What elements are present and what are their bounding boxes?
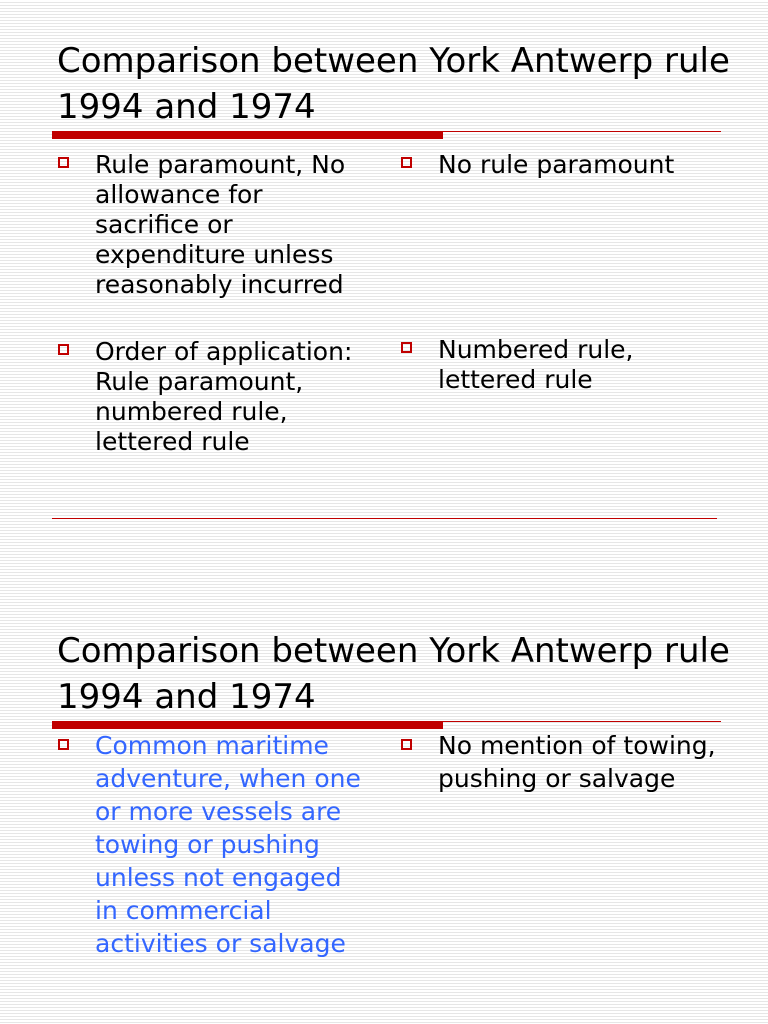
bullet-square-icon	[58, 157, 69, 168]
title-divider-thick	[52, 131, 443, 139]
bullet-square-icon	[401, 157, 412, 168]
title-divider-thin	[443, 131, 721, 132]
right-bullet-text: No rule paramount	[438, 150, 675, 179]
left-bullet-text: Rule paramount, No allowance for sacrifice or expenditure unless reasonably incurred	[95, 150, 346, 299]
bullet-square-icon	[401, 739, 412, 750]
slide-title: Comparison between York Antwerp rule 1994 and 1974	[57, 631, 730, 717]
title-divider-thin	[443, 721, 721, 722]
bullet-square-icon	[58, 344, 69, 355]
right-bullet-text: No mention of towing, pushing or salvage	[438, 731, 716, 793]
bullet-square-icon	[401, 342, 412, 353]
slide-2	[0, 590, 768, 1024]
left-bullet-text: Order of application: Rule paramount, numbered rule, lettered rule	[95, 337, 353, 456]
slide-title: Comparison between York Antwerp rule 1994 and 1974	[57, 41, 730, 127]
footer-divider	[52, 518, 717, 519]
right-bullet-text: Numbered rule, lettered rule	[438, 335, 634, 394]
left-bullet-text: Common maritime adventure, when one or more vessels are towing or pushing unless not engaged in commercial activities or salvage	[95, 731, 361, 958]
title-divider-thick	[52, 721, 443, 729]
bullet-square-icon	[58, 739, 69, 750]
